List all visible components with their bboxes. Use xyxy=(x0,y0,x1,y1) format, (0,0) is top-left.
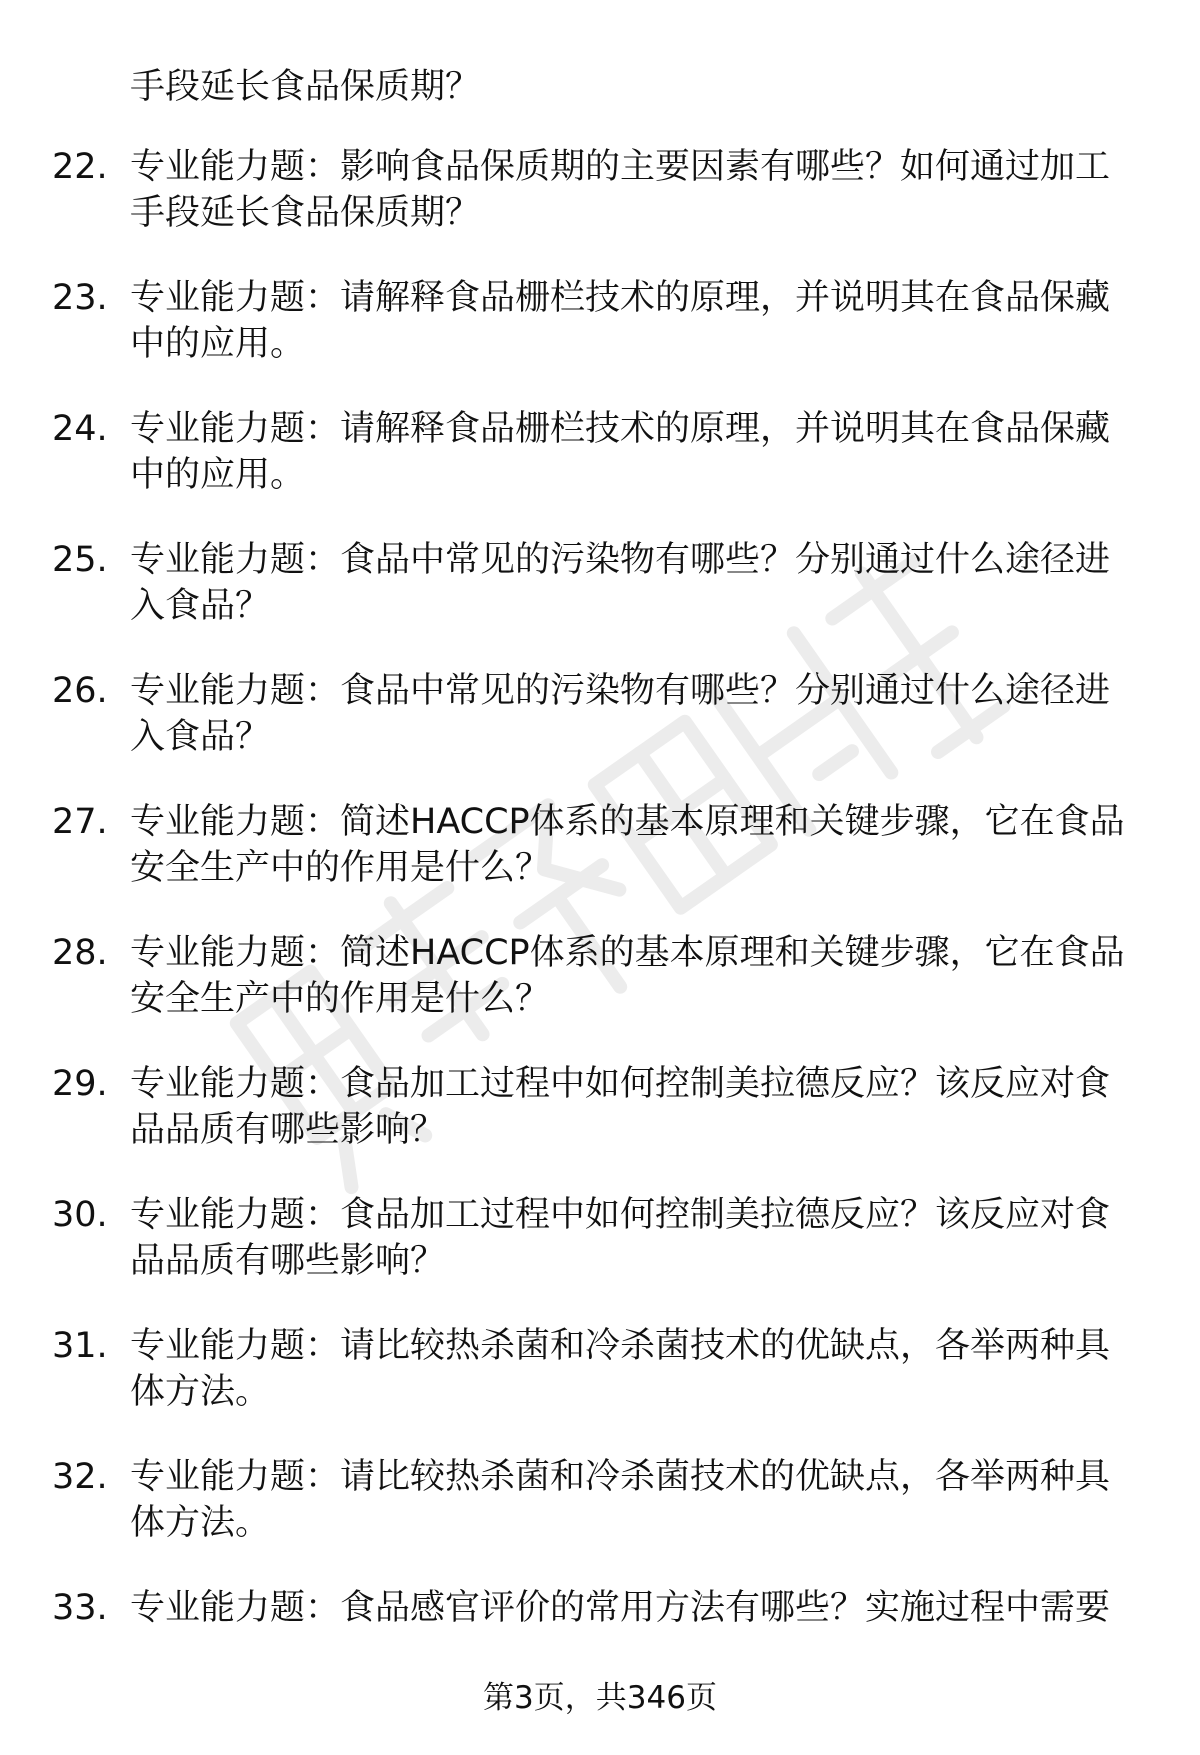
item-line: 专业能力题：请比较热杀菌和冷杀菌技术的优缺点，各举两种具 xyxy=(130,1326,1111,1366)
item-number: 33. xyxy=(52,1588,108,1628)
item-text xyxy=(130,1454,1150,1546)
item-text xyxy=(130,1585,1150,1631)
item-line: 安全生产中的作用是什么？ xyxy=(130,848,551,888)
item-text xyxy=(130,930,1150,1022)
item-number: 27. xyxy=(52,802,108,842)
item-number: 29. xyxy=(52,1064,108,1104)
page-footer: 第3页，共346页 xyxy=(483,1680,717,1716)
item-text xyxy=(130,799,1150,891)
item-line: 专业能力题：请解释食品栅栏技术的原理，并说明其在食品保藏 xyxy=(130,278,1111,318)
item-number: 23. xyxy=(52,278,108,318)
item-line: 品品质有哪些影响？ xyxy=(130,1241,446,1281)
list-item xyxy=(0,799,1200,930)
list-item xyxy=(0,1454,1200,1585)
item-text xyxy=(130,537,1150,629)
item-text xyxy=(130,1192,1150,1284)
item-text xyxy=(130,1061,1150,1153)
list-item xyxy=(0,144,1200,275)
list-item xyxy=(0,1323,1200,1454)
list-item xyxy=(0,406,1200,537)
item-line: 安全生产中的作用是什么？ xyxy=(130,979,551,1019)
item-line: 专业能力题：请比较热杀菌和冷杀菌技术的优缺点，各举两种具 xyxy=(130,1457,1111,1497)
item-text xyxy=(130,1323,1150,1415)
item-text xyxy=(130,144,1150,236)
item-line: 专业能力题：请解释食品栅栏技术的原理，并说明其在食品保藏 xyxy=(130,409,1111,449)
item-number: 24. xyxy=(52,409,108,449)
item-number: 30. xyxy=(52,1195,108,1235)
item-line: 专业能力题：食品中常见的污染物有哪些？分别通过什么途径进 xyxy=(130,540,1111,580)
item-number: 31. xyxy=(52,1326,108,1366)
item-number: 28. xyxy=(52,933,108,973)
item-line: 手段延长食品保质期？ xyxy=(130,193,481,233)
item-line: 专业能力题：食品中常见的污染物有哪些？分别通过什么途径进 xyxy=(130,671,1111,711)
item-text xyxy=(130,406,1150,498)
item-text xyxy=(130,668,1150,760)
item-line: 入食品？ xyxy=(130,586,271,626)
item-line: 体方法。 xyxy=(130,1372,271,1412)
item-line: 专业能力题：食品加工过程中如何控制美拉德反应？该反应对食 xyxy=(130,1064,1111,1104)
item-line: 专业能力题：影响食品保质期的主要因素有哪些？如何通过加工 xyxy=(130,147,1111,187)
list-item xyxy=(0,275,1200,406)
list-item xyxy=(0,930,1200,1061)
item-number: 22. xyxy=(52,147,108,187)
item-line: 专业能力题：简述HACCP体系的基本原理和关键步骤，它在食品 xyxy=(130,933,1125,973)
item-line: 中的应用。 xyxy=(130,455,306,495)
item-line: 专业能力题：简述HACCP体系的基本原理和关键步骤，它在食品 xyxy=(130,802,1125,842)
list-item xyxy=(0,668,1200,799)
item-line: 中的应用。 xyxy=(130,324,306,364)
list-item xyxy=(0,1061,1200,1192)
item-number: 32. xyxy=(52,1457,108,1497)
item-line: 品品质有哪些影响？ xyxy=(130,1110,446,1150)
item-line: 专业能力题：食品加工过程中如何控制美拉德反应？该反应对食 xyxy=(130,1195,1111,1235)
question-list xyxy=(0,144,1200,1716)
item-number: 26. xyxy=(52,671,108,711)
item-line: 专业能力题：食品感官评价的常用方法有哪些？实施过程中需要 xyxy=(130,1588,1111,1628)
list-item xyxy=(0,1192,1200,1323)
item-line: 入食品？ xyxy=(130,717,271,757)
item-line: 体方法。 xyxy=(130,1503,271,1543)
list-item xyxy=(0,537,1200,668)
item-text xyxy=(130,275,1150,367)
item-number: 25. xyxy=(52,540,108,580)
continued-text: 手段延长食品保质期？ xyxy=(130,67,481,107)
